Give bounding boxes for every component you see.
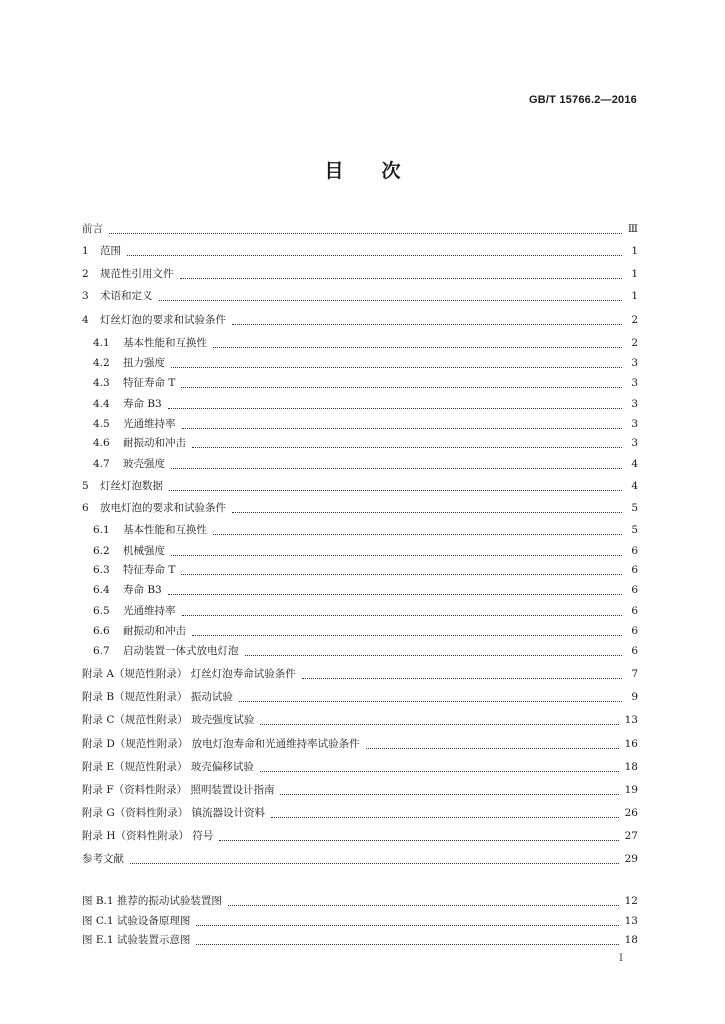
toc-entry-page: 5 — [631, 524, 638, 536]
toc-entry-page: 2 — [631, 314, 638, 326]
toc-entry-label: 术语和定义 — [100, 290, 153, 302]
toc-entry-number: 4.6 — [93, 437, 110, 449]
toc-entry[interactable] — [93, 416, 638, 433]
toc-dot-leader — [196, 915, 618, 926]
toc-dot-leader — [181, 377, 622, 388]
toc-entry-label: 玻壳强度 — [123, 458, 165, 470]
toc-entry-number: 4.5 — [93, 418, 110, 430]
title-part-1: 目 — [324, 160, 344, 182]
toc-entry-label: 扭力强度 — [123, 357, 165, 369]
toc-entry[interactable] — [82, 893, 638, 910]
toc-entry-number: 4.3 — [93, 377, 110, 389]
toc-dot-leader — [271, 807, 619, 818]
toc-entry-page: 26 — [624, 807, 638, 819]
toc-entry-page: 6 — [631, 605, 638, 617]
toc-entry-label: 附录 A（规范性附录） 灯丝灯泡寿命试验条件 — [82, 668, 296, 680]
toc-entry[interactable] — [93, 643, 638, 660]
toc-entry-page: 3 — [631, 357, 638, 369]
toc-entry[interactable] — [82, 221, 638, 238]
toc-entry[interactable] — [82, 689, 638, 706]
toc-entry-label: 附录 D（规范性附录） 放电灯泡寿命和光通维持率试验条件 — [82, 738, 360, 750]
toc-dot-leader — [213, 337, 622, 348]
toc-entry[interactable] — [93, 335, 638, 352]
toc-entry[interactable] — [82, 712, 638, 729]
toc-entry-label: 特征寿命 T — [123, 564, 176, 576]
toc-entry-label: 前言 — [82, 223, 103, 235]
toc-entry-page: 3 — [631, 437, 638, 449]
toc-entry-label: 范围 — [100, 245, 121, 257]
toc-entry-page: 4 — [631, 458, 638, 470]
toc-dot-leader — [245, 645, 623, 656]
toc-entry-page: 7 — [631, 668, 638, 680]
toc-entry-number: 6.2 — [93, 545, 110, 557]
toc-entry-label: 基本性能和互换性 — [123, 524, 207, 536]
toc-entry[interactable] — [82, 266, 638, 283]
toc-entry-number: 2 — [82, 268, 89, 280]
standard-code: GB/T 15766.2—2016 — [529, 94, 637, 106]
toc-entry-page: 5 — [631, 502, 638, 514]
toc-entry[interactable] — [93, 623, 638, 640]
toc-dot-leader — [280, 784, 618, 795]
toc-entry-label: 耐振动和冲击 — [123, 437, 186, 449]
toc-entry-page: 3 — [631, 418, 638, 430]
toc-entry[interactable] — [82, 913, 638, 930]
toc-entry-label: 特征寿命 T — [123, 377, 176, 389]
toc-entry-label: 灯丝灯泡数据 — [100, 480, 163, 492]
toc-entry-page: 13 — [624, 915, 638, 927]
toc-dot-leader — [169, 480, 622, 491]
toc-entry-page: 16 — [624, 738, 638, 750]
toc-entry-label: 附录 H（资料性附录） 符号 — [82, 830, 214, 842]
toc-entry-number: 4.7 — [93, 458, 110, 470]
toc-entry-label: 基本性能和互换性 — [123, 337, 207, 349]
toc-dot-leader — [366, 738, 619, 749]
toc-entry-page: 2 — [631, 337, 638, 349]
toc-entry-label: 寿命 B3 — [123, 398, 162, 410]
toc-dot-leader — [109, 223, 622, 234]
toc-dot-leader — [192, 437, 622, 448]
toc-entry[interactable] — [82, 759, 638, 776]
toc-entry[interactable] — [93, 355, 638, 372]
toc-dot-leader — [302, 668, 622, 679]
toc-entry-label: 附录 B（规范性附录） 振动试验 — [82, 691, 233, 703]
toc-entry-number: 3 — [82, 290, 89, 302]
toc-entry[interactable] — [82, 736, 638, 753]
toc-entry-number: 4.1 — [93, 337, 110, 349]
toc-dot-leader — [182, 605, 623, 616]
toc-entry-label: 附录 E（规范性附录） 玻壳偏移试验 — [82, 761, 254, 773]
toc-dot-leader — [228, 895, 619, 906]
toc-dot-leader — [171, 357, 622, 368]
toc-entry[interactable] — [93, 543, 638, 560]
toc-dot-leader — [192, 625, 622, 636]
toc-entry-label: 光通维持率 — [123, 418, 176, 430]
toc-entry[interactable] — [82, 478, 638, 495]
toc-dot-leader — [171, 458, 622, 469]
toc-dot-leader — [181, 564, 622, 575]
toc-dot-leader — [180, 268, 623, 279]
toc-entry-page: 1 — [631, 268, 638, 280]
toc-dot-leader — [130, 853, 619, 864]
toc-entry-page: 6 — [631, 625, 638, 637]
toc-dot-leader — [159, 290, 623, 301]
toc-entry-page: 13 — [624, 714, 638, 726]
toc-dot-leader — [260, 761, 619, 772]
toc-entry-number: 5 — [82, 480, 89, 492]
toc-entry-page: 27 — [624, 830, 638, 842]
toc-entry-label: 附录 G（资料性附录） 镇流器设计资料 — [82, 807, 266, 819]
toc-entry-page: 1 — [631, 290, 638, 302]
toc-entry[interactable] — [93, 603, 638, 620]
toc-entry[interactable] — [93, 456, 638, 473]
toc-dot-leader — [171, 545, 622, 556]
toc-entry[interactable] — [82, 932, 638, 949]
toc-entry[interactable] — [82, 782, 638, 799]
toc-entry[interactable] — [93, 435, 638, 452]
toc-dot-leader — [182, 418, 623, 429]
toc-entry-label: 光通维持率 — [123, 605, 176, 617]
toc-entry-page: 18 — [624, 761, 638, 773]
toc-dot-leader — [127, 245, 622, 256]
toc-dot-leader — [213, 524, 622, 535]
toc-entry[interactable] — [93, 562, 638, 579]
toc-dot-leader — [239, 691, 622, 702]
title-part-2: 次 — [381, 160, 401, 182]
toc-entry-label: 放电灯泡的要求和试验条件 — [100, 502, 226, 514]
toc-entry[interactable] — [82, 851, 638, 868]
page-number: I — [619, 953, 623, 964]
toc-dot-leader — [232, 502, 622, 513]
toc-entry-label: 灯丝灯泡的要求和试验条件 — [100, 314, 226, 326]
toc-entry[interactable] — [93, 396, 638, 413]
toc-entry[interactable] — [82, 500, 638, 517]
toc-entry-number: 6.4 — [93, 584, 110, 596]
toc-dot-leader — [219, 830, 618, 841]
toc-entry[interactable] — [93, 375, 638, 392]
toc-entry-number: 6.1 — [93, 524, 110, 536]
toc-entry-label: 图 B.1 推荐的振动试验装置图 — [82, 895, 222, 907]
toc-entry-page: 29 — [624, 853, 638, 865]
toc-dot-leader — [232, 314, 622, 325]
toc-entry-number: 6.7 — [93, 645, 110, 657]
toc-entry-label: 图 C.1 试验设备原理图 — [82, 915, 191, 927]
toc-entry-number: 4.4 — [93, 398, 110, 410]
toc-entry-page: Ⅲ — [627, 223, 638, 235]
toc-entry[interactable] — [82, 312, 638, 329]
toc-dot-leader — [196, 934, 618, 945]
toc-entry-number: 1 — [82, 245, 89, 257]
toc-entry[interactable] — [93, 582, 638, 599]
toc-entry[interactable] — [82, 828, 638, 845]
toc-entry-page: 6 — [631, 564, 638, 576]
toc-entry-page: 6 — [631, 584, 638, 596]
toc-entry-label: 机械强度 — [123, 545, 165, 557]
toc-entry-page: 4 — [631, 480, 638, 492]
toc-entry[interactable] — [82, 666, 638, 683]
toc-entry[interactable] — [93, 522, 638, 539]
toc-entry-label: 附录 C（规范性附录） 玻壳强度试验 — [82, 714, 255, 726]
toc-entry-page: 6 — [631, 545, 638, 557]
toc-entry-page: 3 — [631, 377, 638, 389]
toc-entry-page: 18 — [624, 934, 638, 946]
toc-entry-number: 6.5 — [93, 605, 110, 617]
toc-entry[interactable] — [82, 805, 638, 822]
toc-dot-leader — [260, 714, 618, 725]
toc-entry-label: 图 E.1 试验装置示意图 — [82, 934, 191, 946]
toc-entry-page: 19 — [624, 784, 638, 796]
toc-entry-label: 附录 F（资料性附录） 照明装置设计指南 — [82, 784, 275, 796]
toc-entry[interactable] — [82, 243, 638, 260]
toc-entry-label: 启动装置一体式放电灯泡 — [123, 645, 239, 657]
toc-entry-number: 6.6 — [93, 625, 110, 637]
toc-entry[interactable] — [82, 288, 638, 305]
toc-entry-number: 6 — [82, 502, 89, 514]
toc-entry-page: 12 — [624, 895, 638, 907]
toc-entry-number: 6.3 — [93, 564, 110, 576]
toc-entry-label: 耐振动和冲击 — [123, 625, 186, 637]
toc-entry-label: 规范性引用文件 — [100, 268, 174, 280]
toc-entry-page: 6 — [631, 645, 638, 657]
toc-entry-page: 3 — [631, 398, 638, 410]
toc-entry-label: 参考文献 — [82, 853, 124, 865]
toc-entry-page: 9 — [631, 691, 638, 703]
toc-entry-number: 4.2 — [93, 357, 110, 369]
toc-entry-page: 1 — [631, 245, 638, 257]
toc-dot-leader — [168, 398, 622, 409]
toc-entry-number: 4 — [82, 314, 89, 326]
toc-dot-leader — [168, 584, 622, 595]
toc-entry-label: 寿命 B3 — [123, 584, 162, 596]
